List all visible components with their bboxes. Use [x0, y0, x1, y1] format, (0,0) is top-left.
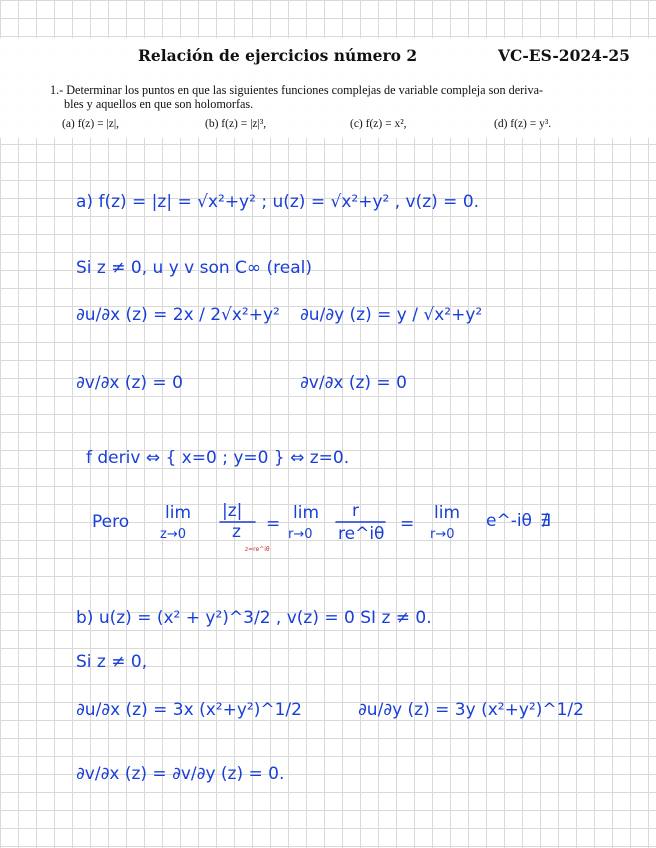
- hw-lim-3-sub: r→0: [430, 527, 455, 542]
- hw-b-dudy: ∂u/∂y (z) = 3y (x²+y²)^1/2: [358, 700, 584, 720]
- hw-lim-1: lim: [165, 503, 192, 523]
- hw-b-line1: b) u(z) = (x² + y²)^3/2 , v(z) = 0 SI z ≠ 0.: [76, 608, 432, 628]
- course-code: VC-ES-2024-25: [498, 46, 630, 65]
- problem-line-2: bles y aquellos en que son holomorfas.: [64, 97, 254, 111]
- hw-a-deriv: f deriv ⇔ { x=0 ; y=0 } ⇔ z=0.: [86, 448, 350, 468]
- hw-a-dudx: ∂u/∂x (z) = 2x / 2√x²+y²: [76, 305, 280, 325]
- hw-not-exists: ∄: [540, 511, 551, 531]
- hw-eq-2: =: [400, 514, 415, 534]
- problem-line-1: 1.- Determinar los puntos en que las siguientes funciones complejas de variable compleja son deriva-: [50, 83, 544, 97]
- item-d: (d) f(z) = y³.: [494, 118, 552, 130]
- hw-a-line2: Si z ≠ 0, u y v son C∞ (real): [76, 258, 312, 278]
- hw-b-dudx: ∂u/∂x (z) = 3x (x²+y²)^1/2: [76, 700, 302, 720]
- page-title: Relación de ejercicios número 2: [138, 46, 418, 65]
- item-a: (a) f(z) = |z|,: [62, 118, 120, 130]
- hw-frac-num: |z|: [222, 501, 243, 521]
- hw-b-dv: ∂v/∂x (z) = ∂v/∂y (z) = 0.: [76, 764, 285, 784]
- item-b: (b) f(z) = |z|³,: [205, 118, 267, 130]
- hw-lim-3: lim: [434, 503, 461, 523]
- hw-a-dvdx-2: ∂v/∂x (z) = 0: [300, 373, 407, 393]
- hw-a-line1: a) f(z) = |z| = √x²+y² ; u(z) = √x²+y² , v(z) = 0.: [76, 192, 480, 212]
- item-c: (c) f(z) = x²,: [350, 118, 407, 130]
- hw-small-note: z=re^iθ: [245, 546, 270, 553]
- hw-exp: e^-iθ: [486, 511, 532, 531]
- hw-lim-1-sub: z→0: [160, 527, 186, 542]
- hw-eq-1: =: [266, 514, 281, 534]
- hw-frac-den: z: [232, 522, 241, 542]
- hw-lim-2: lim: [293, 503, 320, 523]
- hw-lim-2-sub: r→0: [288, 527, 313, 542]
- hw-frac2-den: re^iθ: [338, 524, 385, 544]
- hw-a-dudy: ∂u/∂y (z) = y / √x²+y²: [300, 305, 483, 325]
- hw-frac2-num: r: [352, 501, 359, 521]
- hw-b-line2: Si z ≠ 0,: [76, 652, 148, 672]
- hw-pero: Pero: [92, 512, 130, 532]
- hw-a-dvdx: ∂v/∂x (z) = 0: [76, 373, 183, 393]
